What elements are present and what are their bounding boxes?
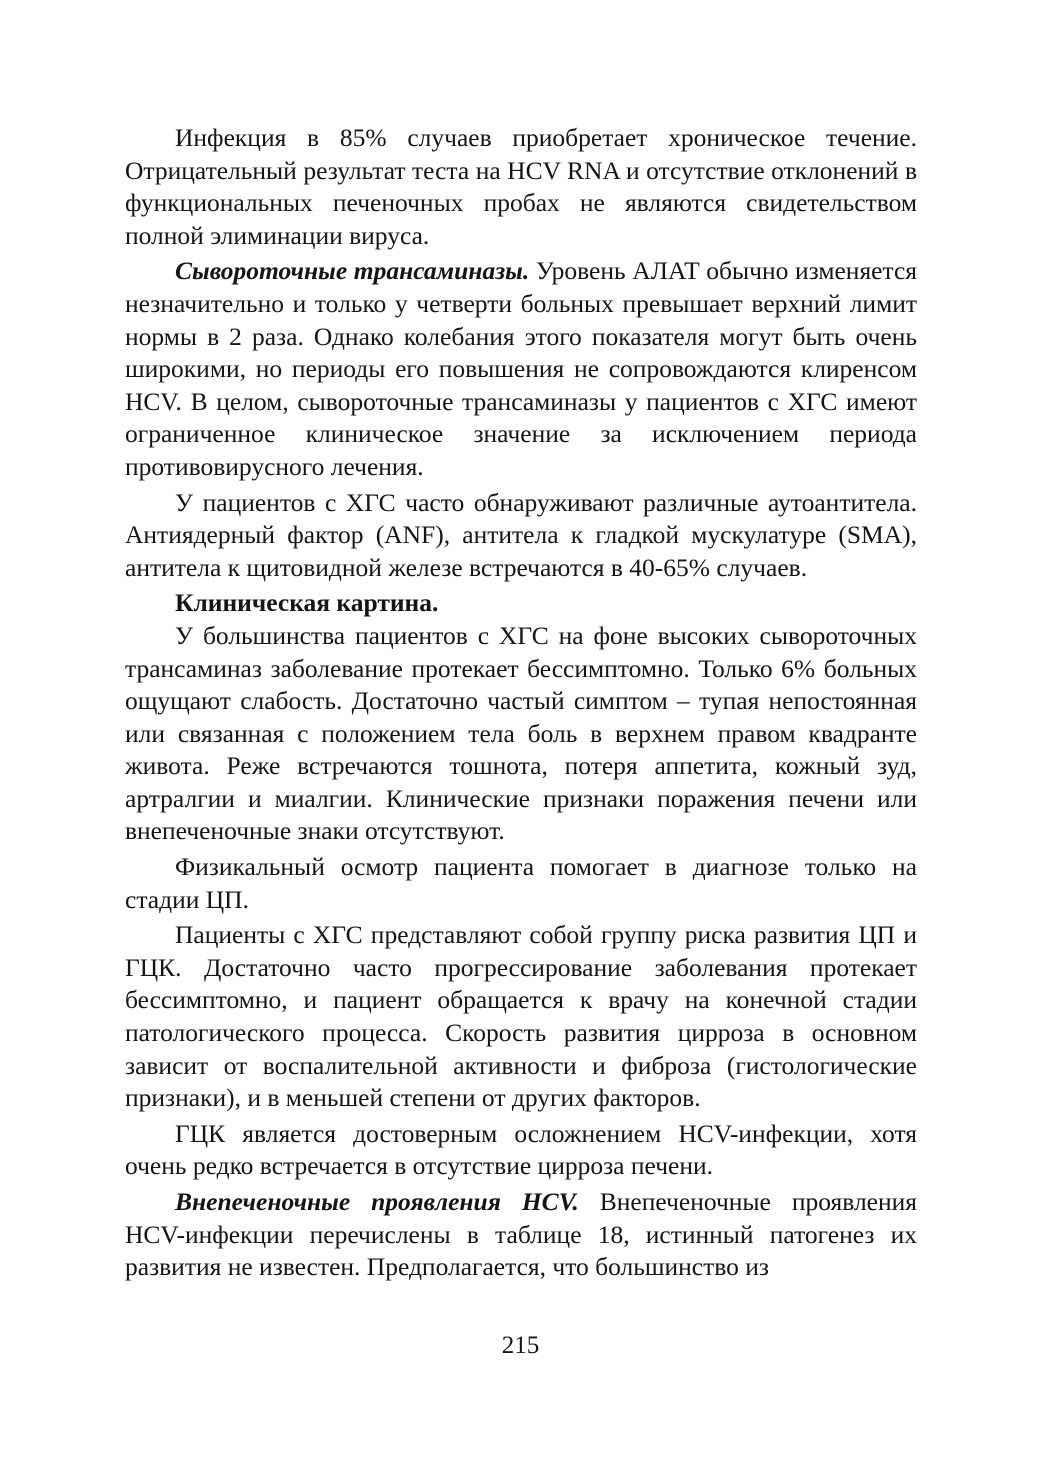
page-body bbox=[125, 122, 917, 1284]
paragraph: Физикальный осмотр пациента помогает в диагнозе только на стадии ЦП. bbox=[125, 852, 917, 914]
paragraph: У большинства пациентов с ХГС на фоне высоких сывороточных трансаминаз заболевание протекает бессимптомно. Только 6% больных ощущают слабость. Достаточно частый симптом – тупая непостоянная или связанная с положением тела боль в верхнем правом квадранте живота. Реже встречаются тошнота, потеря аппетита, кожный зуд, артралгии и миалгии. Клинические признаки поражения печени или внепеченочные знаки отсутствуют. bbox=[125, 620, 917, 846]
paragraph: ГЦК является достоверным осложнением HCV-инфекции, хотя очень редко встречается в отсутствие цирроза печени. bbox=[125, 1118, 917, 1181]
paragraph: Пациенты с ХГС представляют собой группу риска развития ЦП и ГЦК. Достаточно часто прогрессирование заболевания протекает бессимптомно, и пациент обращается к врачу на конечной стадии патологического процесса. Скорость развития цирроза в основном зависит от воспалительной активности и фиброза (гистологические признаки), и в меньшей степени от других факторов. bbox=[125, 920, 917, 1113]
page-number: 215 bbox=[501, 1332, 540, 1359]
section-heading: Клиническая картина. bbox=[175, 588, 439, 618]
paragraph-text: Внепеченочные проявления HCV-инфекции перечислены в таблице 18, истинный патогенез их развития не известен. Предполагается, что большинство из bbox=[125, 1187, 918, 1282]
paragraph: У пациентов с ХГС часто обнаруживают различные аутоантитела. Антиядерный фактор (ANF), антитела к гладкой мускулатуре (SMA), антитела к щитовидной железе встречаются в 40-65% случаев. bbox=[125, 487, 917, 582]
paragraph-text: Уровень АЛАТ обычно изменяется незначительно и только у четверти больных превышает верхний лимит нормы в 2 раза. Однако колебания этого показателя могут быть очень широкими, но периоды его повышения не сопровождаются клиренсом HCV. В целом, сывороточные трансаминазы у пациентов с ХГС имеют ограниченное клиническое значение за исключением периода противовирусного лечения. bbox=[125, 256, 917, 481]
run-in-heading: Внепеченочные проявления HCV. bbox=[175, 1187, 579, 1216]
paragraph bbox=[125, 255, 917, 483]
run-in-heading: Сывороточные трансаминазы. bbox=[175, 256, 530, 286]
paragraph: Инфекция в 85% случаев приобретает хроническое течение. Отрицательный результат теста на HCV RNA и отсутствие отклонений в функциональных печеночных пробах не являются свидетельством полной элиминации вируса. bbox=[125, 123, 917, 250]
paragraph bbox=[125, 1186, 917, 1284]
